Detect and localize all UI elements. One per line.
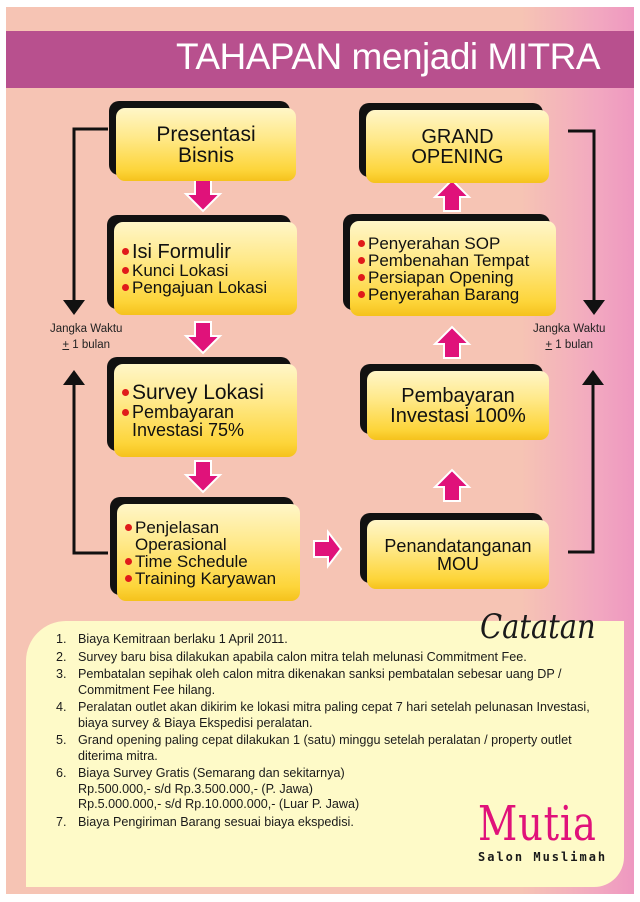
note-item: 5. Grand opening paling cepat dilakukan 1 (satu) minggu setelah peralatan / property outlet diterima mitra. <box>56 733 572 763</box>
note-item: 6. Biaya Survey Gratis (Semarang dan sekitarnya) Rp.500.000,- s/d Rp.3.500.000,- (P. Jawa) Rp.5.000.000,- s/d Rp.10.000.000,- (Luar P. Jawa) <box>56 766 360 811</box>
step-presentasi-bisnis <box>109 101 296 181</box>
page-title: TAHAPAN menjadi MITRA <box>176 36 600 77</box>
arrow-right-icon <box>314 532 341 566</box>
brand-name: Mutia <box>478 796 597 852</box>
step-line: Presentasi <box>156 122 256 146</box>
bullet-icon <box>358 257 365 264</box>
notes-heading: Catatan <box>480 607 596 647</box>
bullet-icon <box>122 248 129 255</box>
bullet-icon <box>125 575 132 582</box>
bullet-icon <box>122 284 129 291</box>
step-survey-lokasi: Survey Lokasi Pembayaran Investasi 75% <box>107 357 297 457</box>
step-pembayaran-100: Pembayaran Investasi 100% <box>360 364 549 440</box>
step-line: Bisnis <box>177 143 235 167</box>
arrow-down-icon <box>583 300 605 315</box>
bullet-icon <box>358 240 365 247</box>
bullet-icon <box>358 291 365 298</box>
step-penjelasan-operasional: Penjelasan Operasional Time Schedule Training Karyawan <box>110 497 300 601</box>
note-item: 1. Biaya Kemitraan berlaku 1 April 2011. <box>56 632 288 646</box>
note-item: 2. Survey baru bisa dilakukan apabila calon mitra telah melunasi Commitment Fee. <box>56 649 527 664</box>
note-item: 4. Peralatan outlet akan dikirim ke lokasi mitra paling cepat 7 hari setelah pelunasan Investasi, biaya survey & Biaya Ekspedisi peralatan. <box>56 700 590 730</box>
bullet-icon <box>358 274 365 281</box>
bullet-icon <box>122 409 129 416</box>
bullet-icon <box>125 524 132 531</box>
step-isi-formulir: Isi Formulir Kunci Lokasi Pengajuan Lokasi <box>107 215 297 315</box>
arrow-down-icon <box>63 300 85 315</box>
brand-tagline: Salon Muslimah <box>478 850 608 864</box>
duration-label-right: Jangka Waktu + 1 bulan <box>533 323 606 351</box>
bullet-icon <box>125 558 132 565</box>
bullet-icon <box>122 267 129 274</box>
step-penyerahan-sop: Penyerahan SOP Pembenahan Tempat Persiapan Opening Penyerahan Barang <box>343 214 556 316</box>
note-item: 7. Biaya Pengiriman Barang sesuai biaya ekspedisi. <box>56 814 354 829</box>
step-grand-opening: GRAND OPENING <box>359 103 549 183</box>
duration-label-left: Jangka Waktu + 1 bulan <box>50 323 123 351</box>
arrow-up-icon <box>63 370 85 385</box>
arrow-up-icon <box>582 370 604 385</box>
bullet-icon <box>122 389 129 396</box>
note-item: 3. Pembatalan sepihak oleh calon mitra dikenakan sanksi pembatalan sebesar uang DP / Commitment Fee hilang. <box>56 667 562 697</box>
brand-logo <box>478 796 626 864</box>
step-penandatanganan-mou: Penandatanganan MOU <box>360 513 549 589</box>
